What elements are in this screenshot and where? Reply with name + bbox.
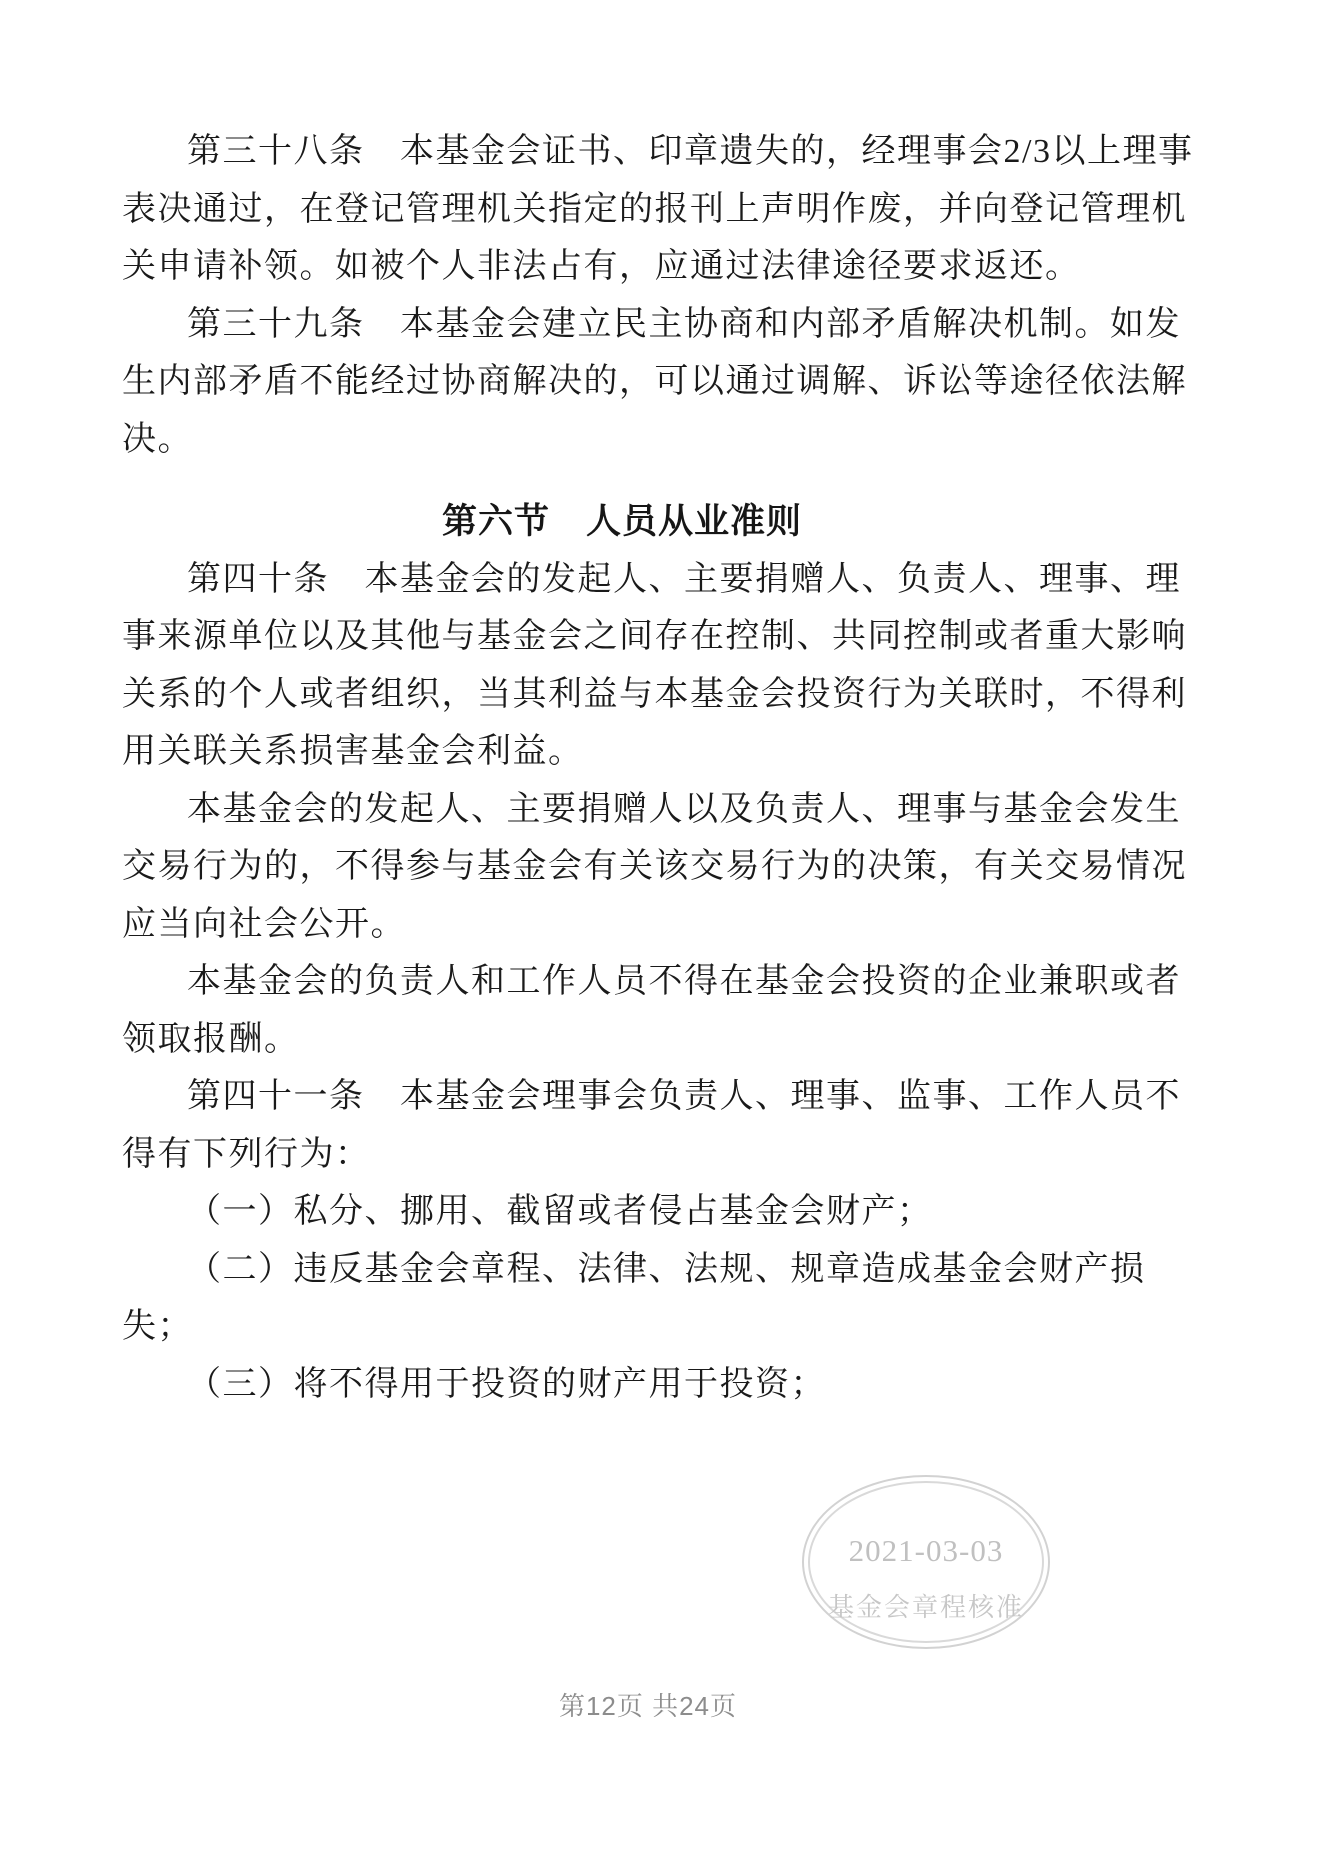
approval-seal <box>802 1475 1050 1649</box>
text-line: 第三十八条 本基金会证书、印章遗失的，经理事会2/3以上理事 <box>187 133 1194 170</box>
text-line: 领取报酬。 <box>122 1020 300 1058</box>
text-line: （三）将不得用于投资的财产用于投资； <box>187 1365 826 1403</box>
text-line: 决。 <box>122 420 193 458</box>
text-line: 关系的个人或者组织，当其利益与本基金会投资行为关联时，不得利 <box>122 675 1187 713</box>
text-line: （一）私分、挪用、截留或者侵占基金会财产； <box>187 1193 933 1230</box>
text-line: 本基金会的发起人、主要捐赠人以及负责人、理事与基金会发生 <box>187 790 1181 828</box>
text-line: 本基金会的负责人和工作人员不得在基金会投资的企业兼职或者 <box>187 963 1181 1000</box>
text-line: 第四十一条 本基金会理事会负责人、理事、监事、工作人员不 <box>187 1078 1181 1115</box>
seal-caption-text: 基金会章程核准 <box>827 1593 1024 1622</box>
seal-date-text: 2021-03-03 <box>848 1533 1004 1568</box>
text-line: 关申请补领。如被个人非法占有，应通过法律途径要求返还。 <box>122 248 1081 285</box>
text-line: 表决通过，在登记管理机关指定的报刊上声明作废，并向登记管理机 <box>122 190 1187 228</box>
section-heading: 第六节 人员从业准则 <box>442 502 803 541</box>
text-line: 第四十条 本基金会的发起人、主要捐赠人、负责人、理事、理 <box>187 560 1181 598</box>
text-line: 交易行为的，不得参与基金会有关该交易行为的决策，有关交易情况 <box>122 848 1187 885</box>
text-line: （二）违反基金会章程、法律、法规、规章造成基金会财产损 <box>187 1250 1146 1288</box>
text-line: 得有下列行为： <box>122 1135 371 1173</box>
text-line: 事来源单位以及其他与基金会之间存在控制、共同控制或者重大影响 <box>122 618 1187 655</box>
text-line: 生内部矛盾不能经过协商解决的，可以通过调解、诉讼等途径依法解 <box>122 363 1187 400</box>
document-body <box>122 123 1197 1413</box>
text-line: 失； <box>122 1308 193 1345</box>
text-line: 应当向社会公开。 <box>122 905 406 943</box>
text-line: 用关联关系损害基金会利益。 <box>122 733 584 770</box>
text-line: 第三十九条 本基金会建立民主协商和内部矛盾解决机制。如发 <box>187 305 1181 343</box>
page-number: 第12页 共24页 <box>558 1691 738 1721</box>
